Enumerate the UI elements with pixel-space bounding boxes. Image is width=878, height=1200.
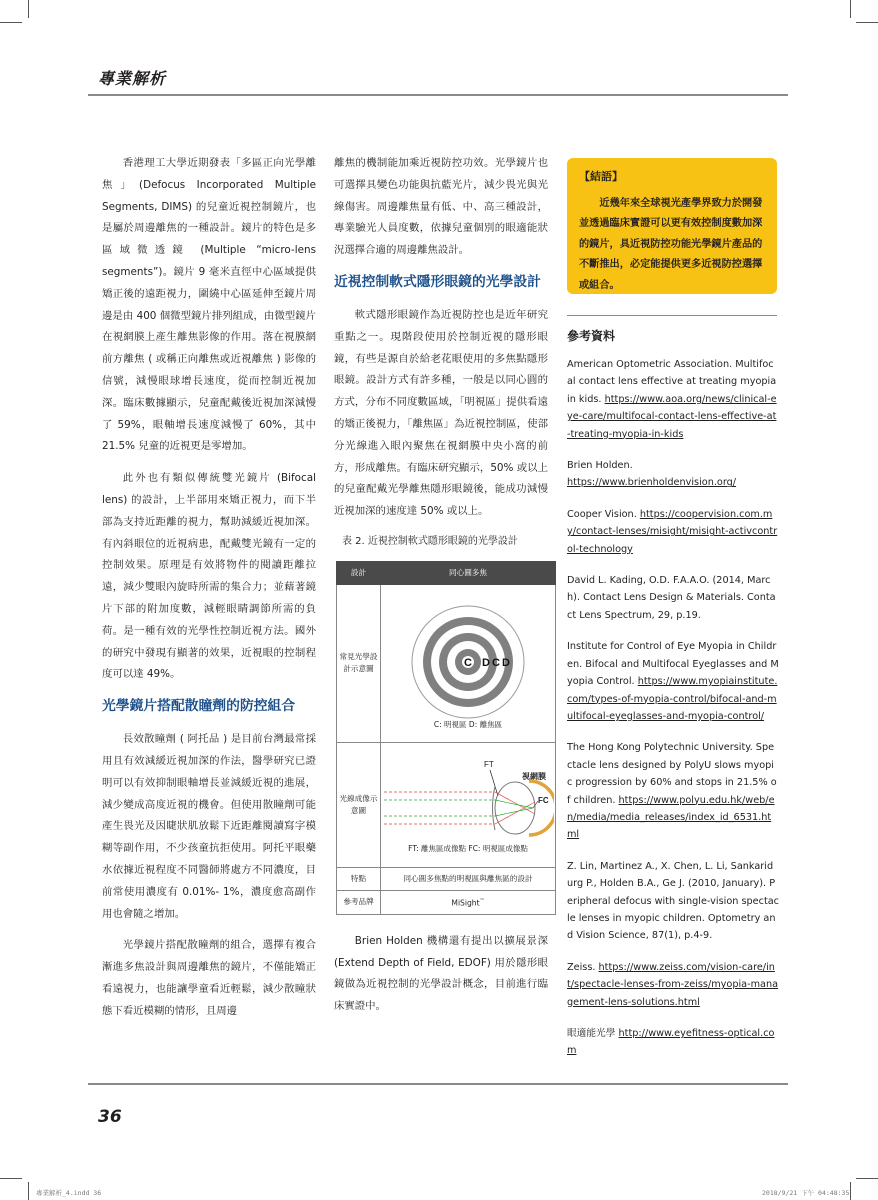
paragraph: 長效散瞳劑 ( 阿托品 ) 是目前台灣最常採用且有效減緩近視加深的作法，醫學研究已證明可以有效抑制眼軸增長並減緩近視的進展，減少變成高度近視的機會。但使用散瞳劑可能產生畏光及因睫狀肌放鬆下近距離閱讀寫字模糊等副作用，不少孩童抗拒使用。阿托平眼藥水依據近視程度不同醫師將處方不同濃度，目前常使用濃度有 0.01%- 1%，濃度愈高副作用也會隨之增加。 [102,733,316,920]
brand-value: MiSight [451,898,480,908]
crop-mark [850,1182,851,1200]
reference-link[interactable]: https://www.brienholdenvision.org/ [567,477,737,489]
paragraph: 香港理工大學近期發表「多區正向光學離焦」(Defocus Incorporated Multiple Segments, DIMS) 的兒童近視控制鏡片，也是屬於周邊離焦的一種設計。鏡片的特色是多區域微透鏡 (Multiple “micro-lens segments”)。鏡片 9 毫米直徑中心區域提供矯正後的遠距視力，圍繞中心區延伸至鏡片周邊是由 400 個微型鏡片排列組成，由微型鏡片在視網膜上產生離焦影像的作用。落在視膜網前方離焦 ( 或稱正向離焦或近視離焦 ) 影像的信號，減慢眼球增長速度，從而控制近視加深。臨床數據顯示，兒童配戴後近視加深減慢了 59%，眼軸增長速度減慢了 60%，其中 21.5% 兒童的近視更是零增加。 [102,157,316,453]
crop-mark [856,1178,878,1179]
brand-cell [381,890,556,914]
trademark-mark: ™ [479,897,485,904]
reference-link[interactable]: https://www.aoa.org/news/clinical-eye-care/multifocal-contact-lens-effective-at-treating-myopia-in-kids [567,393,777,440]
row-label-feature: 特點 [337,867,381,890]
paragraph: Brien Holden 機構還有提出以擴展景深 (Extend Depth of Field, EDOF) 用於隱形眼鏡做為近視控制的光學設計概念，目前進行臨床實證中。 [334,934,548,1013]
row-label-brand: 參考品牌 [337,890,381,914]
crop-mark [0,22,22,23]
reference-item: American Optometric Association. Multifocal contact lens effective at treating myopia in kids. https://www.aoa.org/news/clinical-eye-care/multifocal-contact-lens-effective-at-treating-myopia-in-kids [567,359,777,440]
page-number: 36 [98,1107,122,1127]
section-heading: 近視控制軟式隱形眼鏡的光學設計 [334,273,541,290]
ft-label: FT [484,760,494,770]
crop-mark [850,0,851,18]
reference-item: Zeiss. https://www.zeiss.com/vision-care/int/spectacle-lenses-from-zeiss/myopia-management-lens-solutions.html [567,961,779,1008]
crop-mark [28,1182,29,1200]
reference-item: The Hong Kong Polytechnic University. Spectacle lens designed by PolyU slows myopic progression by 60% and stops in 21.5% of children. https://www.polyu.edu.hk/web/en/media/media_releases/index_id_6531.html [567,742,777,841]
column-left [102,153,316,1032]
lens-design-table [336,561,556,915]
header-rule [88,94,788,96]
paragraph: 光學鏡片搭配散瞳劑的組合，選擇有複合漸進多焦設計與周邊離焦的鏡片，不僅能矯正看遠視力，也能讓學童看近輕鬆，減少散瞳狀態下看近模糊的情形，且周邊 [102,939,316,1017]
reference-item: David L. Kading, O.D. F.A.A.O. (2014, March). Contact Lens Design & Materials. Contact Lens Spectrum, 29, p.19. [567,575,776,621]
concentric-rings-diagram [393,600,543,732]
diagram-caption: C: 明視區 D: 離焦區 [433,719,503,729]
reference-item: 眼適能光學 http://www.eyefitness-optical.com [567,1028,775,1057]
concentric-diagram-cell [381,584,556,742]
section-label: 專業解析 [98,69,167,88]
fc-label: FC [538,796,549,806]
d-zone-label: D [502,657,510,670]
conclusion-body: 近幾年來全球視光產學界致力於開發並透過臨床實證可以更有效控制度數加深的鏡片，具近視防控功能光學鏡片產品的不斷推出，必定能提供更多近視防控選擇或組合。 [579,197,763,291]
reference-link[interactable]: https://www.zeiss.com/vision-care/int/spectacle-lenses-from-zeiss/myopia-management-lens-solutions.html [567,961,779,1008]
retina-label: 視網膜 [522,772,546,782]
reference-item: Cooper Vision. https://coopervision.com.my/contact-lenses/misight/misight-activcontrol-technology [567,508,778,555]
crop-mark [856,22,878,23]
reference-link[interactable]: https://www.polyu.edu.hk/web/en/media/media_releases/index_id_6531.html [567,794,775,841]
table-header-type: 同心圓多焦 [381,561,556,584]
crop-mark [28,0,29,18]
paragraph: 離焦的機制能加乘近視防控功效。光學鏡片也可選擇具變色功能與抗藍光片，減少畏光與光線傷害。周邊離焦量有低、中、高三種設計，專業驗光人員度數，依據兒童個別的眼適能狀況選擇合適的周邊離焦設計。 [334,157,548,257]
print-slug-right: 2018/9/21 下午 04:48:35 [762,1189,850,1197]
row-label-ray-diagram: 光線成像示意圖 [337,742,381,867]
ray-diagram-cell [381,742,556,867]
references-rule [567,315,777,316]
reference-link[interactable]: http://www.eyefitness-optical.com [567,1028,775,1057]
c-zone-label: C [464,657,472,670]
column-middle [334,153,548,1028]
conclusion-box [567,158,777,294]
section-heading: 光學鏡片搭配散瞳劑的防控組合 [102,698,296,715]
footer-rule [88,1083,788,1085]
reference-item: Institute for Control of Eye Myopia in Children. Bifocal and Multifocal Eyeglasses and Myopia Control. https://www.myopiainstitute.com/types-of-myopia-control/bifocal-and-multifocal-eyeglasses-and-myopia-control/ [567,641,779,722]
table-caption: 表 2. 近視控制軟式隱形眼鏡的光學設計 [342,535,518,547]
c-zone-label: C [492,657,500,670]
feature-value: 同心圓多焦點的明視區與離焦區的設計 [381,867,556,890]
table-header-design: 設計 [337,561,381,584]
reference-link[interactable]: https://coopervision.com.my/contact-lenses/misight/misight-activcontrol-technology [567,508,778,555]
ray-diagram-caption: FT: 離焦區成像點 FC: 明視區成像點 [408,843,528,853]
paragraph: 此外也有類似傳統雙光鏡片 (Bifocal lens) 的設計，上半部用來矯正視力，而下半部為支持近距離的視力，幫助減緩近視加深。有內斜眼位的近視病患，配戴雙光鏡有一定的控制效果。原理是有效將物件的閱讀距離拉遠，減少雙眼內旋時所需的集合力；並藉著鏡片下部的附加度數，減輕眼睛調節所需的負荷。是一種有效的光學性控制近視方法。國外的研究中發現有顯著的效果，近視眼的控制程度可以達 49%。 [102,472,316,681]
references-list [567,356,779,1074]
reference-item: Brien Holden. https://www.brienholdenvision.org/ [567,460,737,489]
references-title: 參考資料 [567,329,616,343]
d-zone-label: D [482,657,490,670]
crop-mark [0,1178,22,1179]
reference-link[interactable]: https://www.myopiainstitute.com/types-of-myopia-control/bifocal-and-multifocal-eyeglasses-and-myopia-control/ [567,676,778,722]
reference-item: Z. Lin, Martinez A., X. Chen, L. Li, Sankaridurg P., Holden B.A., Ge J. (2010, January). Peripheral defocus with single-vision spectacle lenses in myopic children. Optometry and Vision Science, 87(1), p.4-9. [567,860,780,942]
conclusion-title: 【結語】 [579,170,623,183]
row-label-design-diagram: 常見光學設計示意圖 [337,584,381,742]
paragraph: 軟式隱形眼鏡作為近視防控也是近年研究重點之一。現階段使用於控制近視的隱形眼鏡，有些是源自於給老花眼使用的多焦點隱形眼鏡。設計方式有許多種，一般是以同心圓的方式，分布不同度數區域，「明視區」提供看遠的矯正後視力，「離焦區」為近視控制區，使部分光線進入眼內聚焦在視網膜中央小窩的前方，形成離焦。有臨床研究顯示，50% 或以上的兒童配戴光學離焦隱形眼鏡後，能成功減慢近視加深的速度達 50% 或以上。 [334,308,548,518]
print-slug-left: 專業解析_4.indd 36 [36,1189,102,1197]
